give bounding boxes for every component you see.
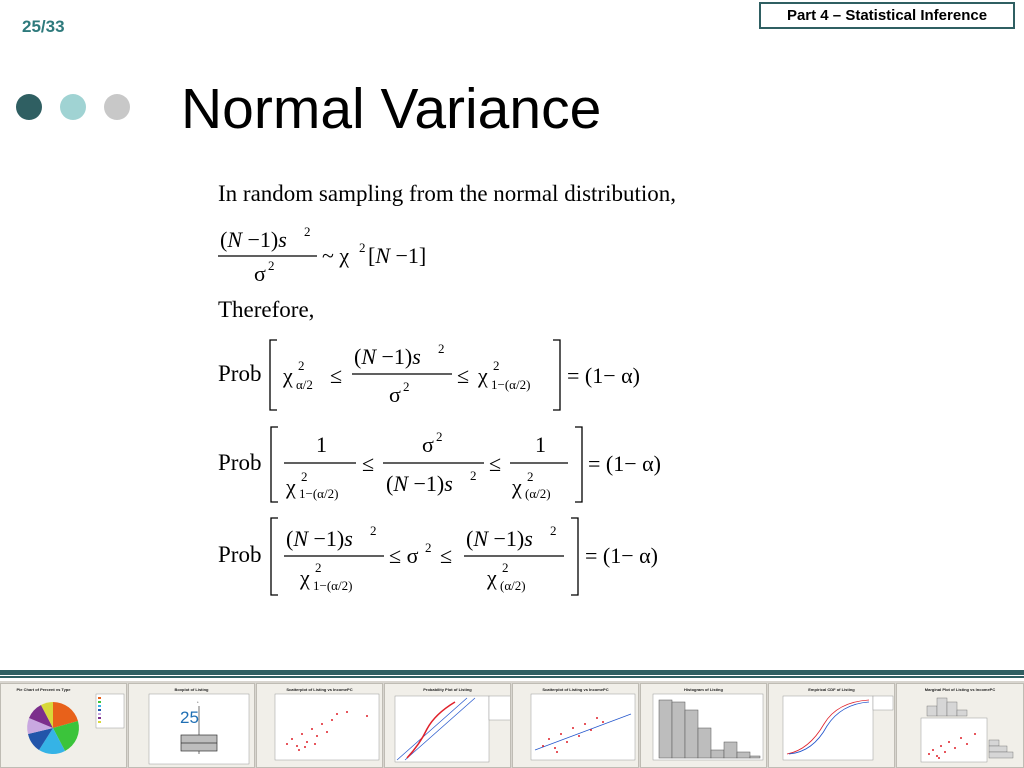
svg-text:χ: χ	[286, 474, 296, 499]
pie-chart-icon	[1, 684, 127, 768]
svg-text:(α/2): (α/2)	[500, 578, 526, 593]
thumbnail-histogram	[640, 683, 767, 768]
svg-text:2: 2	[359, 240, 366, 255]
thumbnail-strip	[0, 681, 1024, 768]
svg-text:σ: σ	[254, 261, 266, 286]
thumbnail-title: Scatterplot of Listing vs IncomePC	[286, 687, 353, 692]
scatterplot-fit-icon	[513, 684, 639, 768]
svg-text:≤: ≤	[362, 451, 375, 476]
dot-teal-icon	[60, 94, 86, 120]
svg-text:χ: χ	[283, 363, 293, 388]
thumbnail-marginal-plot	[896, 683, 1024, 768]
svg-text:≤: ≤	[457, 363, 470, 388]
thumbnail-title: Pie Chart of Percent vs Type	[16, 687, 71, 692]
svg-text:2: 2	[315, 560, 322, 575]
svg-text:≤ σ: ≤ σ	[389, 543, 419, 568]
thumbnail-empirical-cdf	[768, 683, 895, 768]
svg-text:χ: χ	[300, 565, 310, 590]
svg-text:2: 2	[550, 523, 557, 538]
svg-text:α/2: α/2	[296, 377, 313, 392]
page-number: 25/33	[22, 17, 65, 36]
thumbnail-scatterplot	[256, 683, 383, 768]
svg-text:2: 2	[304, 224, 311, 239]
thumbnail-title: Marginal Plot of Listing vs IncomePC	[924, 687, 996, 692]
svg-text:1−(α/2): 1−(α/2)	[313, 578, 353, 593]
thumbnail-scatterplot-fit	[512, 683, 639, 768]
svg-text:2: 2	[502, 560, 509, 575]
therefore-text: Therefore,	[218, 297, 315, 322]
probability-plot-icon	[385, 684, 511, 768]
svg-text:(N −1)s: (N −1)s	[386, 471, 453, 496]
svg-text:2: 2	[403, 379, 410, 394]
thumbnail-title: Histogram of Listing	[684, 687, 723, 692]
svg-text:≤: ≤	[330, 363, 343, 388]
slide-title: Normal Variance	[181, 77, 602, 141]
svg-text:(α/2): (α/2)	[525, 486, 551, 501]
svg-text:*: *	[197, 700, 199, 705]
intro-text: In random sampling from the normal distribution,	[218, 181, 677, 206]
svg-text:2: 2	[268, 258, 275, 273]
svg-text:σ: σ	[389, 382, 401, 407]
scatterplot-icon	[257, 684, 383, 768]
thumbnail-title: Scatterplot of Listing vs IncomePC	[542, 687, 609, 692]
marginal-plot-icon	[897, 684, 1024, 768]
svg-text:2: 2	[470, 468, 477, 483]
thumbnail-title: Probability Plot of Listing	[423, 687, 472, 692]
footer-rule	[0, 670, 1024, 675]
svg-text:2: 2	[527, 469, 534, 484]
svg-text:[N −1]: [N −1]	[368, 243, 427, 268]
boxplot-value-label: 25	[180, 708, 199, 727]
svg-text:2: 2	[425, 540, 432, 555]
svg-text:(N −1)s: (N −1)s	[220, 227, 287, 252]
prob-label-1: Prob	[218, 361, 262, 386]
footer-rule-thin	[0, 676, 1024, 678]
dot-dark-icon	[16, 94, 42, 120]
svg-text:χ: χ	[478, 363, 488, 388]
svg-text:2: 2	[301, 469, 308, 484]
svg-text:~ χ: ~ χ	[322, 243, 350, 268]
svg-text:2: 2	[370, 523, 377, 538]
svg-text:χ: χ	[512, 474, 522, 499]
thumbnail-probability-plot	[384, 683, 511, 768]
dot-grey-icon	[104, 94, 130, 120]
empirical-cdf-icon	[769, 684, 895, 768]
thumbnail-pie-chart	[0, 683, 127, 768]
svg-text:1: 1	[316, 432, 327, 457]
svg-text:1−(α/2): 1−(α/2)	[491, 377, 531, 392]
histogram-icon	[641, 684, 767, 768]
svg-text:2: 2	[436, 429, 443, 444]
svg-text:σ: σ	[422, 432, 434, 457]
svg-text:(N −1)s: (N −1)s	[354, 344, 421, 369]
thumbnail-title: Empirical CDF of Listing	[808, 687, 855, 692]
svg-text:1: 1	[535, 432, 546, 457]
section-tag: Part 4 – Statistical Inference	[759, 2, 1015, 29]
svg-text:≤: ≤	[489, 451, 502, 476]
svg-text:2: 2	[438, 341, 445, 356]
svg-text:= (1− α): = (1− α)	[588, 451, 661, 476]
prob-label-3: Prob	[218, 542, 262, 567]
prob-label-2: Prob	[218, 450, 262, 475]
thumbnail-title: Boxplot of Listing	[174, 687, 209, 692]
svg-text:2: 2	[298, 358, 305, 373]
svg-text:= (1− α): = (1− α)	[567, 363, 640, 388]
svg-text:2: 2	[493, 358, 500, 373]
svg-text:≤: ≤	[440, 543, 453, 568]
svg-text:χ: χ	[487, 565, 497, 590]
svg-text:(N −1)s: (N −1)s	[466, 526, 533, 551]
svg-text:(N −1)s: (N −1)s	[286, 526, 353, 551]
svg-text:1−(α/2): 1−(α/2)	[299, 486, 339, 501]
svg-text:= (1− α): = (1− α)	[585, 543, 658, 568]
